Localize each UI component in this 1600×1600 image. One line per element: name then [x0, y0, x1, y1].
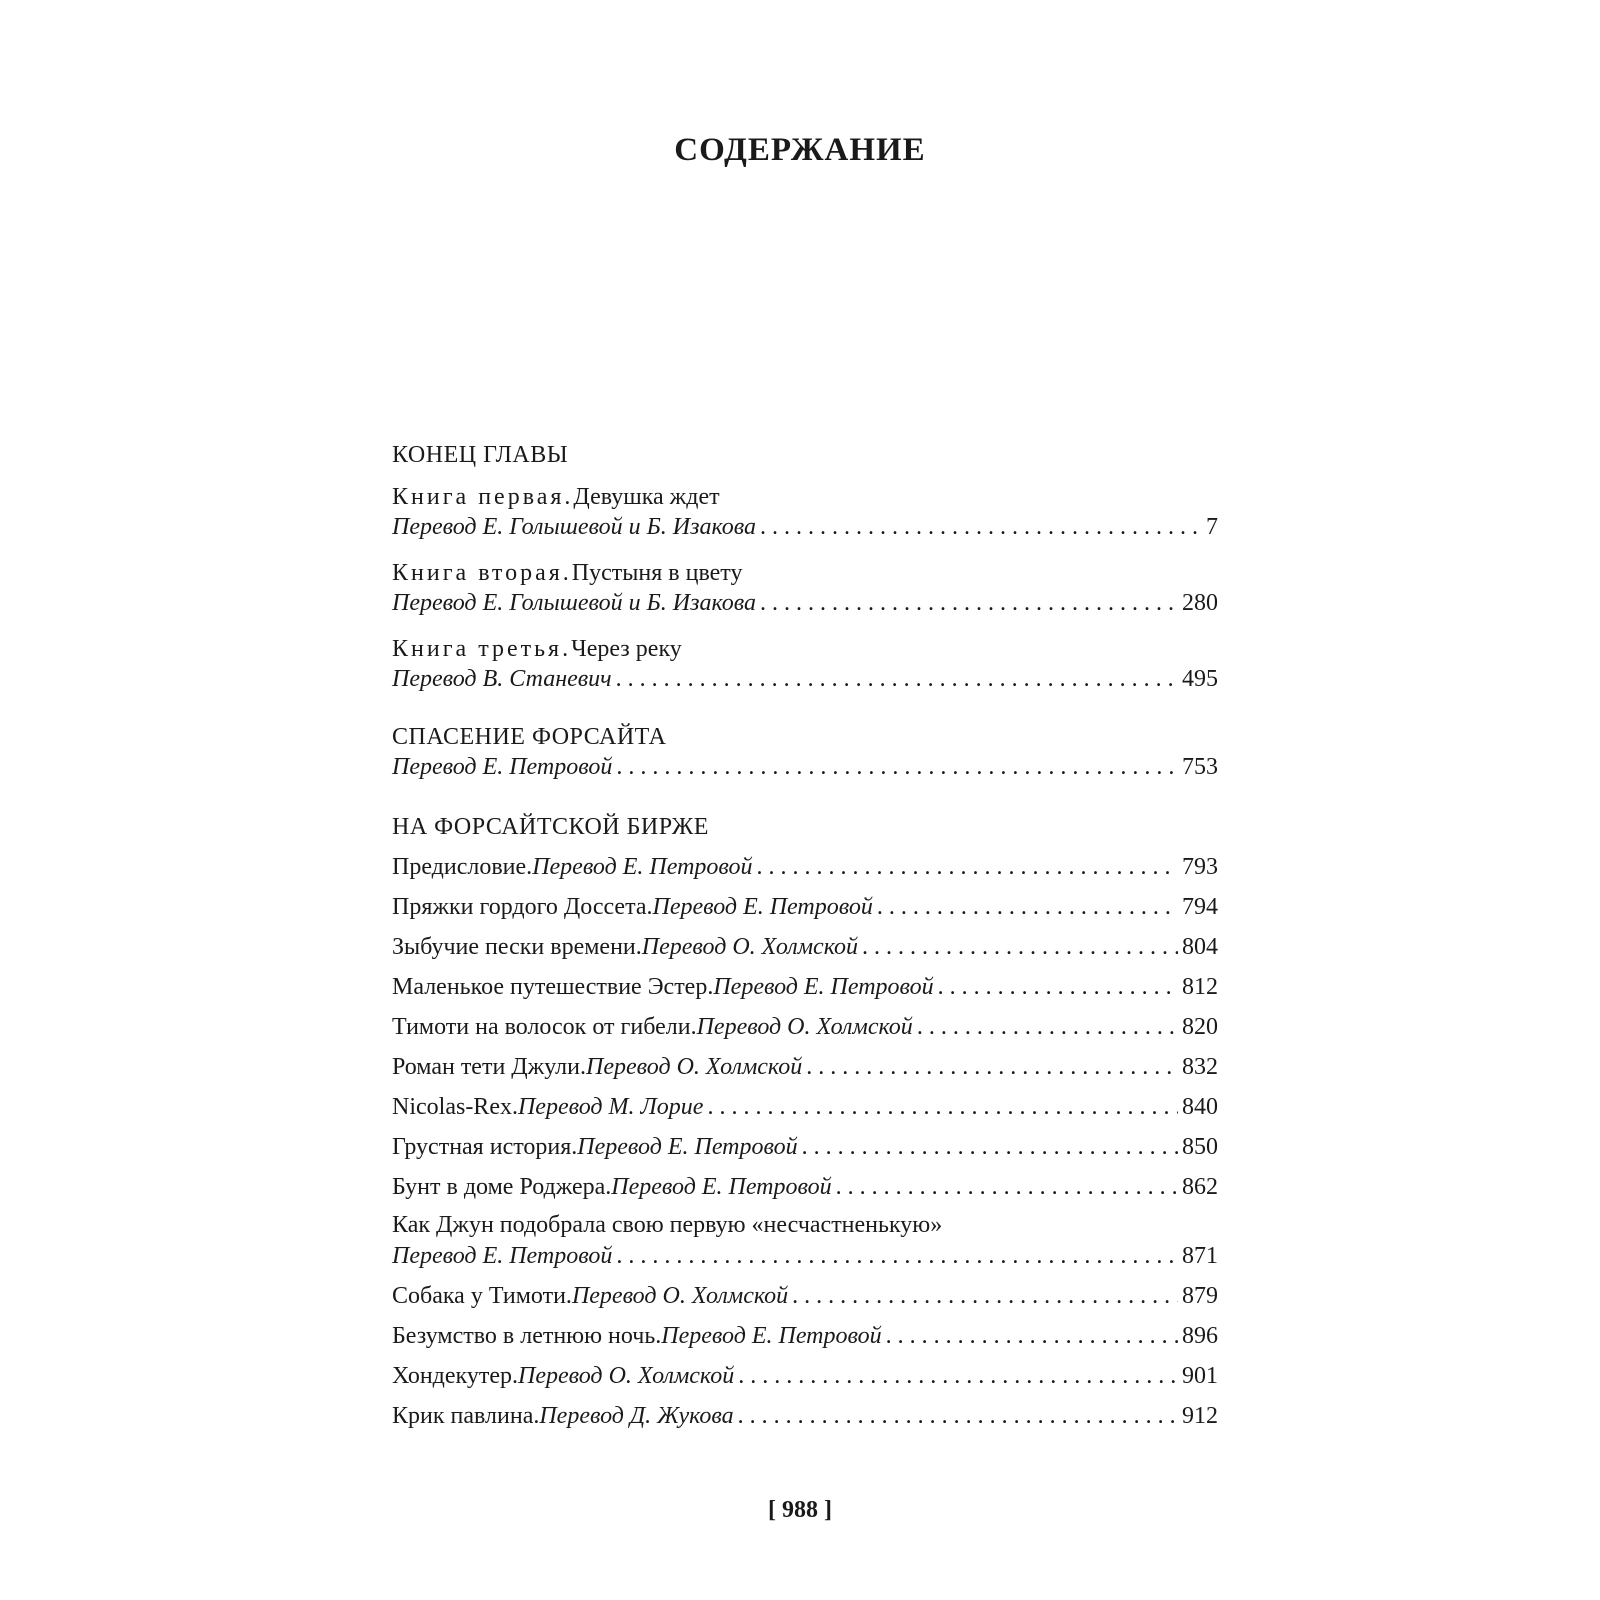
story-title: Крик павлина. — [392, 1403, 540, 1429]
page-title: СОДЕРЖАНИЕ — [674, 132, 926, 168]
dot-leader — [917, 1012, 1178, 1042]
translator: Перевод Е. Петровой — [532, 854, 753, 880]
story-title: Роман тети Джули. — [392, 1054, 587, 1080]
dot-leader — [757, 852, 1178, 882]
translator: Перевод О. Холмской — [696, 1014, 913, 1040]
story-title: Как Джун подобрала свою первую «несчастненькую» — [392, 1212, 943, 1238]
page-ref: 871 — [1182, 1243, 1218, 1269]
page-ref: 804 — [1182, 934, 1218, 960]
translator: Перевод Д. Жукова — [539, 1403, 734, 1429]
dot-leader — [862, 932, 1178, 962]
page-ref: 879 — [1182, 1283, 1218, 1309]
story-title: Предисловие. — [392, 854, 533, 880]
dot-leader — [760, 512, 1202, 542]
dot-leader — [802, 1132, 1178, 1162]
page-ref: 862 — [1182, 1174, 1218, 1200]
page-number: [ 988 ] — [768, 1497, 832, 1523]
page-ref: 280 — [1182, 590, 1218, 616]
translator: Перевод Е. Петровой — [611, 1174, 832, 1200]
story-title: Nicolas-Rex. — [392, 1094, 518, 1120]
dot-leader — [707, 1092, 1178, 1122]
page-ref: 896 — [1182, 1323, 1218, 1349]
section-heading-spasenie-forsayta: СПАСЕНИЕ ФОРСАЙТА — [392, 724, 667, 750]
toc-story-entry[interactable] — [392, 1092, 1218, 1122]
book-name: Пустыня в цвету — [571, 560, 743, 586]
section-heading-konets-glavy: КОНЕЦ ГЛАВЫ — [392, 442, 569, 468]
toc-story-entry[interactable] — [392, 892, 1218, 922]
section-heading-na-forsaytskoy-birzhe: НА ФОРСАЙТСКОЙ БИРЖЕ — [392, 814, 709, 840]
story-title: Хондекутер. — [392, 1363, 518, 1389]
page-ref: 850 — [1182, 1134, 1218, 1160]
translator: Перевод В. Станевич — [392, 666, 612, 692]
toc-book-2-entry[interactable] — [392, 588, 1218, 618]
translator: Перевод Е. Петровой — [652, 894, 873, 920]
story-title: Бунт в доме Роджера. — [392, 1174, 612, 1200]
page-ref: 832 — [1182, 1054, 1218, 1080]
translator: Перевод Е. Петровой — [661, 1323, 882, 1349]
page-ref: 912 — [1182, 1403, 1218, 1429]
dot-leader — [616, 664, 1178, 694]
book-label: Книга вторая. — [392, 560, 572, 586]
story-title: Грустная история. — [392, 1134, 578, 1160]
dot-leader — [616, 1241, 1178, 1271]
translator: Перевод Е. Петровой — [577, 1134, 798, 1160]
dot-leader — [836, 1172, 1178, 1202]
book-name: Через реку — [571, 636, 682, 662]
page-ref: 495 — [1182, 666, 1218, 692]
story-title: Тимоти на волосок от гибели. — [392, 1014, 697, 1040]
toc-story-entry[interactable] — [392, 1052, 1218, 1082]
page-ref: 753 — [1182, 754, 1218, 780]
toc-story-entry[interactable] — [392, 1401, 1218, 1431]
story-title: Маленькое путешествие Эстер. — [392, 974, 714, 1000]
story-title: Собака у Тимоти. — [392, 1283, 572, 1309]
book-label: Книга первая. — [392, 484, 574, 510]
translator: Перевод Е. Петровой — [392, 1243, 613, 1269]
toc-long-story-entry[interactable] — [392, 1241, 1218, 1271]
page-ref: 840 — [1182, 1094, 1218, 1120]
page-ref: 812 — [1182, 974, 1218, 1000]
story-title: Зыбучие пески времени. — [392, 934, 642, 960]
dot-leader — [792, 1281, 1178, 1311]
story-title: Пряжки гордого Доссета. — [392, 894, 653, 920]
dot-leader — [938, 972, 1178, 1002]
dot-leader — [738, 1361, 1178, 1391]
toc-book-2-title[interactable] — [392, 558, 1218, 588]
page-ref: 793 — [1182, 854, 1218, 880]
toc-story-entry[interactable] — [392, 1281, 1218, 1311]
page-ref: 901 — [1182, 1363, 1218, 1389]
translator: Перевод Е. Голышевой и Б. Изакова — [392, 590, 757, 616]
toc-book-3-entry[interactable] — [392, 664, 1218, 694]
toc-long-story-title[interactable] — [392, 1210, 1218, 1240]
dot-leader — [886, 1321, 1178, 1351]
toc-story-entry[interactable] — [392, 852, 1218, 882]
toc-story-entry[interactable] — [392, 1172, 1218, 1202]
book-label: Книга третья. — [392, 636, 572, 662]
translator: Перевод М. Лорие — [517, 1094, 704, 1120]
toc-story-entry[interactable] — [392, 1321, 1218, 1351]
dot-leader — [877, 892, 1178, 922]
translator: Перевод О. Холмской — [586, 1054, 803, 1080]
dot-leader — [738, 1401, 1178, 1431]
book-name: Девушка ждет — [573, 484, 720, 510]
translator: Перевод Е. Голышевой и Б. Изакова — [392, 514, 757, 540]
dot-leader — [616, 752, 1178, 782]
toc-spasenie-entry[interactable] — [392, 752, 1218, 782]
toc-book-3-title[interactable] — [392, 634, 1218, 664]
toc-story-entry[interactable] — [392, 972, 1218, 1002]
toc-story-entry[interactable] — [392, 932, 1218, 962]
toc-book-1-entry[interactable] — [392, 512, 1218, 542]
toc-story-entry[interactable] — [392, 1132, 1218, 1162]
page-ref: 7 — [1206, 514, 1218, 540]
toc-story-entry[interactable] — [392, 1012, 1218, 1042]
toc-book-1-title[interactable] — [392, 482, 1218, 512]
page-ref: 794 — [1182, 894, 1218, 920]
page-ref: 820 — [1182, 1014, 1218, 1040]
dot-leader — [806, 1052, 1178, 1082]
toc-story-entry[interactable] — [392, 1361, 1218, 1391]
translator: Перевод О. Холмской — [518, 1363, 735, 1389]
translator: Перевод О. Холмской — [641, 934, 859, 960]
translator: Перевод О. Холмской — [571, 1283, 789, 1309]
translator: Перевод Е. Петровой — [392, 754, 613, 780]
translator: Перевод Е. Петровой — [713, 974, 934, 1000]
dot-leader — [760, 588, 1178, 618]
story-title: Безумство в летнюю ночь. — [392, 1323, 662, 1349]
